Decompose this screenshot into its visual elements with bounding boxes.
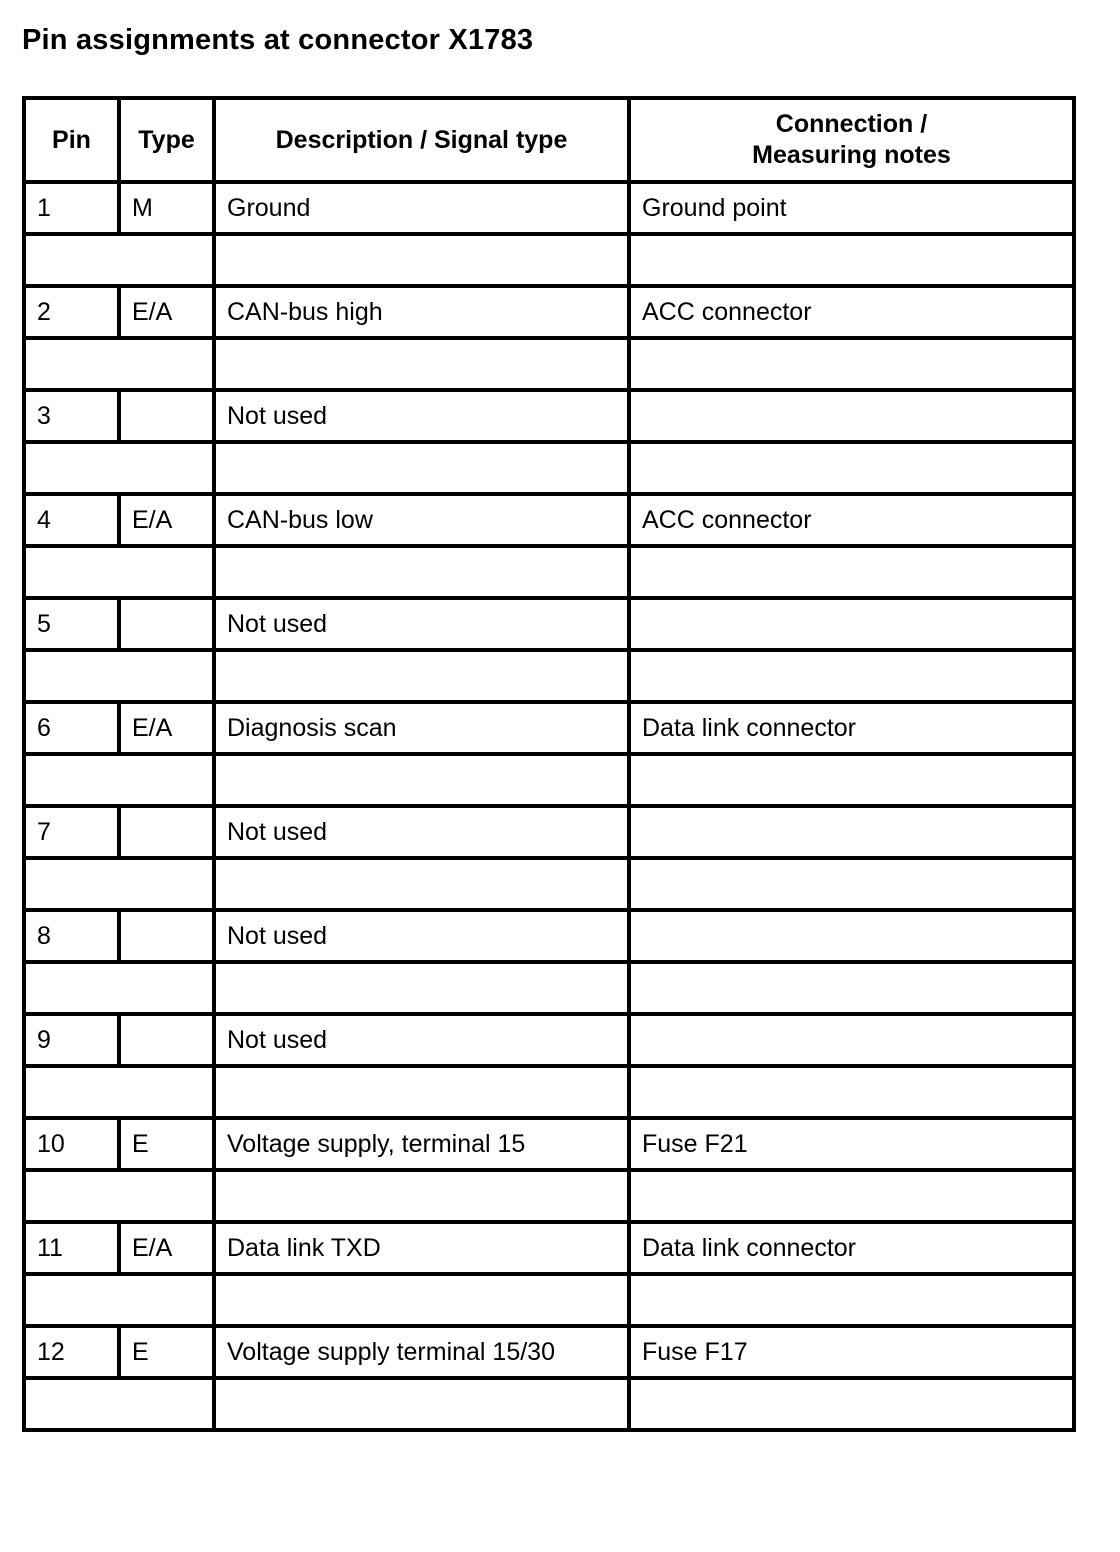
spacer-cell xyxy=(24,234,214,286)
table-spacer-row xyxy=(24,546,1074,598)
spacer-cell xyxy=(629,962,1074,1014)
type-cell xyxy=(119,1014,214,1066)
spacer-cell xyxy=(214,1066,629,1118)
description-cell: Not used xyxy=(214,598,629,650)
table-row xyxy=(24,598,1074,650)
description-cell: Not used xyxy=(214,806,629,858)
table-row xyxy=(24,702,1074,754)
pin-cell: 4 xyxy=(24,494,119,546)
table-spacer-row xyxy=(24,650,1074,702)
type-cell: E xyxy=(119,1326,214,1378)
spacer-cell xyxy=(214,650,629,702)
spacer-cell xyxy=(24,962,214,1014)
spacer-cell xyxy=(629,754,1074,806)
spacer-cell xyxy=(214,546,629,598)
pin-cell: 5 xyxy=(24,598,119,650)
table-spacer-row xyxy=(24,1170,1074,1222)
spacer-cell xyxy=(214,1170,629,1222)
pin-cell: 12 xyxy=(24,1326,119,1378)
pin-cell: 2 xyxy=(24,286,119,338)
table-row xyxy=(24,182,1074,234)
spacer-cell xyxy=(214,442,629,494)
pin-cell: 9 xyxy=(24,1014,119,1066)
spacer-cell xyxy=(24,1274,214,1326)
connection-cell xyxy=(629,1014,1074,1066)
type-cell: E/A xyxy=(119,494,214,546)
pin-cell: 6 xyxy=(24,702,119,754)
spacer-cell xyxy=(214,962,629,1014)
spacer-cell xyxy=(629,1378,1074,1430)
spacer-cell xyxy=(214,754,629,806)
type-cell: E/A xyxy=(119,1222,214,1274)
table-spacer-row xyxy=(24,234,1074,286)
table-spacer-row xyxy=(24,858,1074,910)
header-connection-line1: Connection / xyxy=(775,110,928,138)
header-connection-line2: Measuring notes xyxy=(752,141,951,169)
table-spacer-row xyxy=(24,754,1074,806)
type-cell: E xyxy=(119,1118,214,1170)
spacer-cell xyxy=(214,234,629,286)
spacer-cell xyxy=(629,1274,1074,1326)
description-cell: Diagnosis scan xyxy=(214,702,629,754)
spacer-cell xyxy=(24,1378,214,1430)
table-row xyxy=(24,1222,1074,1274)
table-spacer-row xyxy=(24,338,1074,390)
spacer-cell xyxy=(629,1066,1074,1118)
pin-cell: 10 xyxy=(24,1118,119,1170)
header-type: Type xyxy=(119,98,214,182)
spacer-cell xyxy=(629,1170,1074,1222)
pin-cell: 11 xyxy=(24,1222,119,1274)
table-row xyxy=(24,390,1074,442)
table-spacer-row xyxy=(24,442,1074,494)
type-cell xyxy=(119,390,214,442)
spacer-cell xyxy=(24,546,214,598)
connection-cell: Fuse F17 xyxy=(629,1326,1074,1378)
table-spacer-row xyxy=(24,1066,1074,1118)
spacer-cell xyxy=(214,1378,629,1430)
connection-cell xyxy=(629,598,1074,650)
description-cell: Not used xyxy=(214,1014,629,1066)
table-row xyxy=(24,286,1074,338)
description-cell: CAN-bus low xyxy=(214,494,629,546)
connection-cell: ACC connector xyxy=(629,494,1074,546)
header-pin: Pin xyxy=(24,98,119,182)
connection-cell: ACC connector xyxy=(629,286,1074,338)
spacer-cell xyxy=(24,858,214,910)
spacer-cell xyxy=(24,442,214,494)
table-row xyxy=(24,494,1074,546)
spacer-cell xyxy=(629,546,1074,598)
description-cell: Not used xyxy=(214,910,629,962)
pin-cell: 7 xyxy=(24,806,119,858)
table-spacer-row xyxy=(24,1378,1074,1430)
connection-cell: Ground point xyxy=(629,182,1074,234)
connection-cell xyxy=(629,390,1074,442)
spacer-cell xyxy=(629,858,1074,910)
type-cell xyxy=(119,910,214,962)
table-row xyxy=(24,1118,1074,1170)
table-row xyxy=(24,1326,1074,1378)
table-spacer-row xyxy=(24,1274,1074,1326)
connection-cell xyxy=(629,806,1074,858)
type-cell: M xyxy=(119,182,214,234)
description-cell: Data link TXD xyxy=(214,1222,629,1274)
spacer-cell xyxy=(24,754,214,806)
table-spacer-row xyxy=(24,962,1074,1014)
description-cell: Voltage supply terminal 15/30 xyxy=(214,1326,629,1378)
table-row xyxy=(24,806,1074,858)
spacer-cell xyxy=(24,338,214,390)
spacer-cell xyxy=(214,338,629,390)
pin-cell: 3 xyxy=(24,390,119,442)
pin-cell: 1 xyxy=(24,182,119,234)
description-cell: Not used xyxy=(214,390,629,442)
type-cell xyxy=(119,598,214,650)
spacer-cell xyxy=(24,1066,214,1118)
description-cell: Ground xyxy=(214,182,629,234)
connection-cell: Data link connector xyxy=(629,702,1074,754)
header-connection xyxy=(629,98,1074,182)
spacer-cell xyxy=(629,650,1074,702)
table-row xyxy=(24,910,1074,962)
spacer-cell xyxy=(214,858,629,910)
type-cell: E/A xyxy=(119,702,214,754)
connection-cell xyxy=(629,910,1074,962)
spacer-cell xyxy=(24,650,214,702)
connection-cell: Fuse F21 xyxy=(629,1118,1074,1170)
description-cell: Voltage supply, terminal 15 xyxy=(214,1118,629,1170)
spacer-cell xyxy=(24,1170,214,1222)
type-cell: E/A xyxy=(119,286,214,338)
spacer-cell xyxy=(629,442,1074,494)
spacer-cell xyxy=(629,234,1074,286)
table-header-row xyxy=(24,98,1074,182)
page-title: Pin assignments at connector X1783 xyxy=(22,24,534,56)
type-cell xyxy=(119,806,214,858)
spacer-cell xyxy=(214,1274,629,1326)
connection-cell: Data link connector xyxy=(629,1222,1074,1274)
spacer-cell xyxy=(629,338,1074,390)
header-description: Description / Signal type xyxy=(214,98,629,182)
description-cell: CAN-bus high xyxy=(214,286,629,338)
pin-assignment-table xyxy=(22,96,1076,1432)
table-row xyxy=(24,1014,1074,1066)
pin-cell: 8 xyxy=(24,910,119,962)
